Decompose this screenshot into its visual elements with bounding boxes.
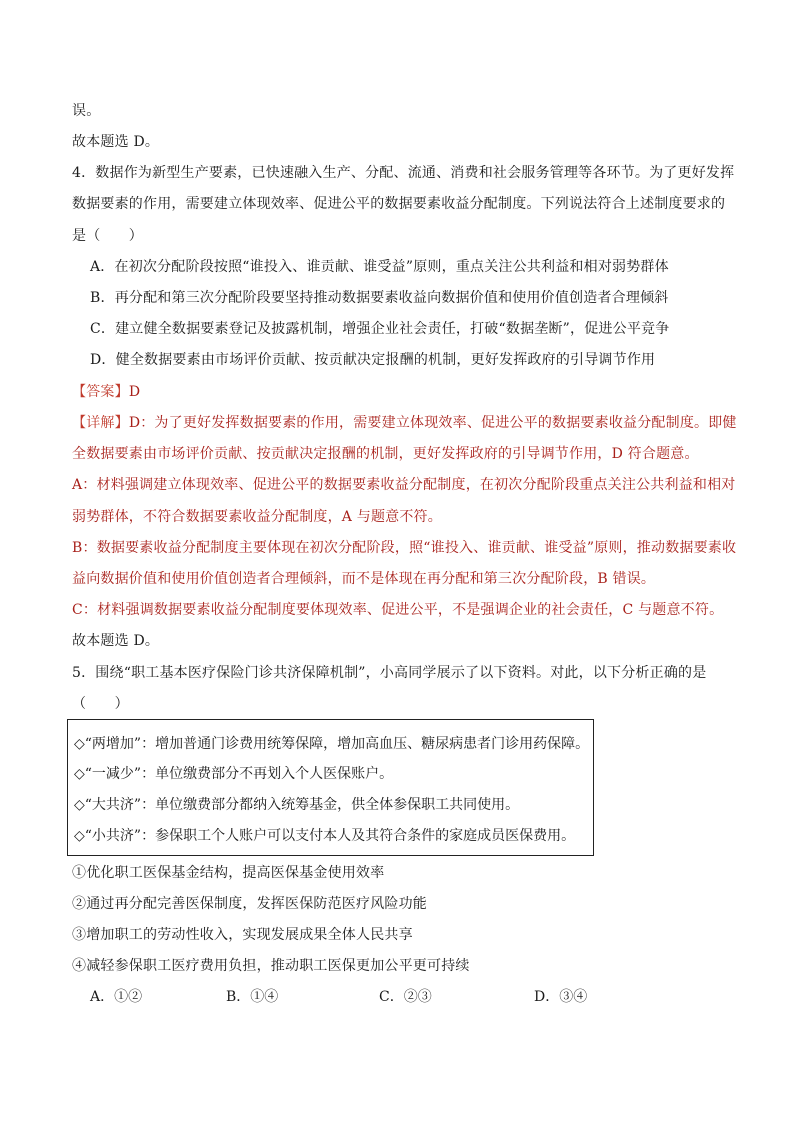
q4-conclusion: 故本题选 D。 <box>72 633 160 649</box>
q4-option-b: B．再分配和第三次分配阶段要坚持推动数据要素收益向数据价值和使用价值创造者合理倾斜 <box>90 290 669 306</box>
q5-choice-c: C．②③ <box>379 989 432 1005</box>
q4-detail-line-2: 全数据要素由市场评价贡献、按贡献决定报酬的机制，更好发挥政府的引导调节作用，D 符合题意。 <box>72 446 699 462</box>
q4-detail-line-1 <box>72 413 737 433</box>
q4-answer <box>72 382 140 402</box>
material-line-2: ◇“一减少”：单位缴费部分不再划入个人医保账户。 <box>74 766 394 782</box>
prev-answer-tail: 误。 <box>72 103 101 119</box>
material-line-3: ◇“大共济”：单位缴费部分都纳入统筹基金，供全体参保职工共同使用。 <box>74 797 520 813</box>
q4-option-a: A．在初次分配阶段按照“谁投入、谁贡献、谁受益”原则，重点关注公共利益和相对弱势群体 <box>90 259 669 275</box>
q5-choice-a: A．①② <box>90 989 143 1005</box>
q4-detail-line-7: C：材料强调数据要素收益分配制度要体现效率、促进公平，不是强调企业的社会责任，C 与题意不符。 <box>72 602 724 618</box>
answer-label: 【答案】 <box>72 384 129 400</box>
q4-stem-line-1: 4．数据作为新型生产要素，已快速融入生产、分配、流通、消费和社会服务管理等各环节。为了更好发挥 <box>72 165 735 181</box>
q4-stem-line-3: 是（ ） <box>72 228 143 244</box>
q5-statement-1: ①优化职工医保基金结构，提高医保基金使用效率 <box>72 865 385 881</box>
q5-stem-line-2: （ ） <box>72 696 129 712</box>
q5-statement-2: ②通过再分配完善医保制度，发挥医保防范医疗风险功能 <box>72 896 427 912</box>
material-box <box>67 719 594 856</box>
q5-stem-line-1: 5．围绕“职工基本医疗保险门诊共济保障机制”，小高同学展示了以下资料。对此，以下分析正确的是 <box>72 665 707 681</box>
q4-option-d: D．健全数据要素由市场评价贡献、按贡献决定报酬的机制，更好发挥政府的引导调节作用 <box>90 352 656 368</box>
q5-statement-4: ④减轻参保职工医疗费用负担，推动职工医保更加公平更可持续 <box>72 958 470 974</box>
detail-label: 【详解】 <box>72 415 129 431</box>
q5-choice-b: B．①④ <box>226 989 279 1005</box>
q4-detail-line-5: B：数据要素收益分配制度主要体现在初次分配阶段，照“谁投入、谁贡献、谁受益”原则，推动数据要素收 <box>72 540 737 556</box>
detail-text: D：为了更好发挥数据要素的作用，需要建立体现效率、促进公平的数据要素收益分配制度。即健 <box>128 415 737 431</box>
q4-detail-line-6: 益向数据价值和使用价值创造者合理倾斜，而不是体现在再分配和第三次分配阶段，B 错误。 <box>72 571 656 587</box>
q5-choice-d: D．③④ <box>534 989 588 1005</box>
answer-value: D <box>128 384 141 400</box>
q4-option-c: C．建立健全数据要素登记及披露机制，增强企业社会责任，打破“数据垄断”，促进公平竞争 <box>90 321 670 337</box>
q4-stem-line-2: 数据要素的作用，需要建立体现效率、促进公平的数据要素收益分配制度。下列说法符合上述制度要求的 <box>72 196 726 212</box>
q5-statement-3: ③增加职工的劳动性收入，实现发展成果全体人民共享 <box>72 927 413 943</box>
q4-detail-line-4: 弱势群体，不符合数据要素收益分配制度，A 与题意不符。 <box>72 509 442 525</box>
material-line-1: ◇“两增加”：增加普通门诊费用统筹保障，增加高血压、糖尿病患者门诊用药保障。 <box>74 736 590 752</box>
q4-detail-line-3: A：材料强调建立体现效率、促进公平的数据要素收益分配制度，在初次分配阶段重点关注公共利益和相对 <box>72 477 736 493</box>
material-line-4: ◇“小共济”：参保职工个人账户可以支付本人及其符合条件的家庭成员医保费用。 <box>74 828 576 844</box>
prev-conclusion: 故本题选 D。 <box>72 134 160 150</box>
